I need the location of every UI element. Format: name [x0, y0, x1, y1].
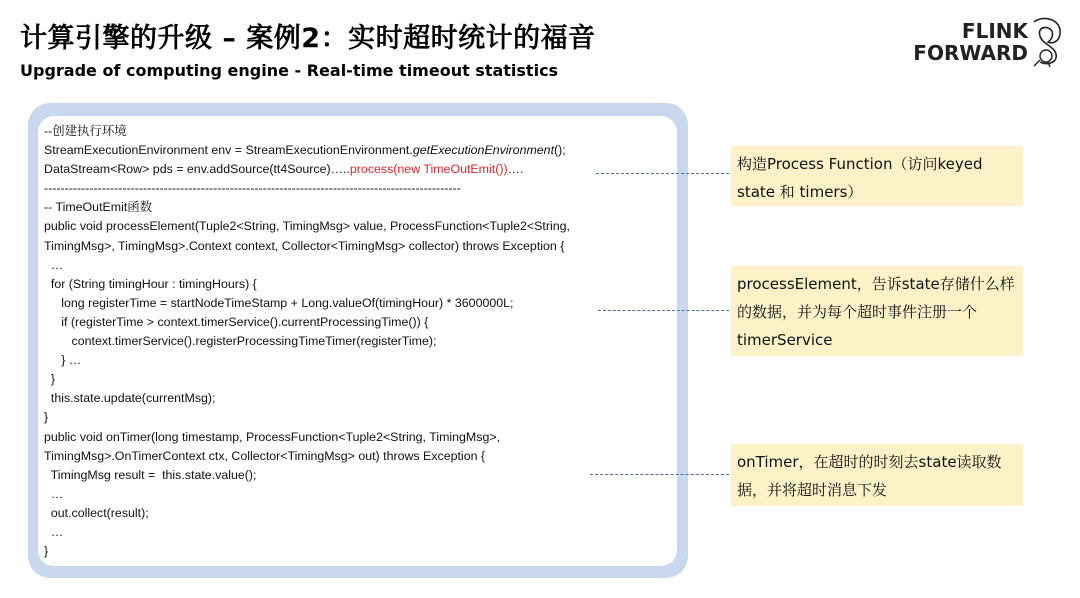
- code-line: public void onTimer(long timestamp, ProcessFunction<Tuple2<String, TimingMsg>,: [44, 429, 501, 444]
- page-subtitle: Upgrade of computing engine - Real-time timeout statistics: [20, 61, 559, 80]
- page-title: 计算引擎的升级 – 案例2：实时超时统计的福音: [20, 23, 596, 54]
- code-line: …: [44, 524, 64, 539]
- code-line: this.state.update(currentMsg);: [44, 391, 216, 406]
- code-line: long registerTime = startNodeTimeStamp + Long.valueOf(timingHour) * 3600000L;: [44, 295, 514, 310]
- code-line: }: [44, 544, 49, 559]
- code-line: } …: [44, 353, 82, 368]
- code-line: …: [44, 486, 64, 501]
- code-line: StreamExecutionEnvironment env = StreamExecutionEnvironment.getExecutionEnvironment();: [44, 143, 566, 158]
- code-line: DataStream<Row> pds = env.addSource(tt4Source)…..process(new TimeOutEmit())….: [44, 162, 524, 177]
- squirrel-icon: [1026, 16, 1066, 68]
- code-line: --创建执行环境: [44, 124, 127, 138]
- flink-forward-logo: [913, 16, 1066, 68]
- connector-line-2: [598, 310, 734, 311]
- code-line: if (registerTime > context.timerService().currentProcessingTime()) {: [44, 314, 429, 329]
- code-line: context.timerService().registerProcessingTimeTimer(registerTime);: [44, 334, 437, 349]
- code-line: -- TimeOutEmit函数: [44, 200, 153, 215]
- code-line: out.collect(result);: [44, 505, 149, 520]
- code-highlight-process: process(new TimeOutEmit()): [349, 162, 508, 177]
- code-line: TimingMsg>.OnTimerContext ctx, Collector<TimingMsg> out) throws Exception {: [44, 448, 486, 463]
- code-line: for (String timingHour : timingHours) {: [44, 276, 257, 291]
- code-line: TimingMsg>, TimingMsg>.Context context, Collector<TimingMsg> collector) throws Exception {: [44, 238, 565, 253]
- connector-line-1: [596, 173, 734, 174]
- code-line: public void processElement(Tuple2<String, TimingMsg> value, ProcessFunction<Tuple2<String,: [44, 219, 570, 234]
- code-line: TimingMsg result = this.state.value();: [44, 467, 257, 482]
- logo-line1: FLINK: [961, 19, 1028, 43]
- logo-line2: FORWARD: [913, 41, 1028, 65]
- code-separator: -----------------------------------------------------------------------------------------------------: [44, 181, 461, 196]
- code-italic-method: getExecutionEnvironment: [412, 143, 555, 158]
- annotation-note-3: onTimer，在超时的时刻去state读取数据，并将超时消息下发: [731, 444, 1023, 506]
- code-line: }: [44, 372, 56, 387]
- annotation-note-2: processElement，告诉state存储什么样的数据，并为每个超时事件注册一个timerService: [731, 266, 1023, 356]
- connector-line-3: [590, 474, 734, 475]
- logo-wordmark: [913, 20, 1028, 64]
- code-line: }: [44, 410, 49, 425]
- annotation-note-1: 构造Process Function（访问keyed state 和 timers）: [731, 146, 1023, 206]
- code-line: …: [44, 257, 64, 272]
- code-block: [44, 122, 674, 561]
